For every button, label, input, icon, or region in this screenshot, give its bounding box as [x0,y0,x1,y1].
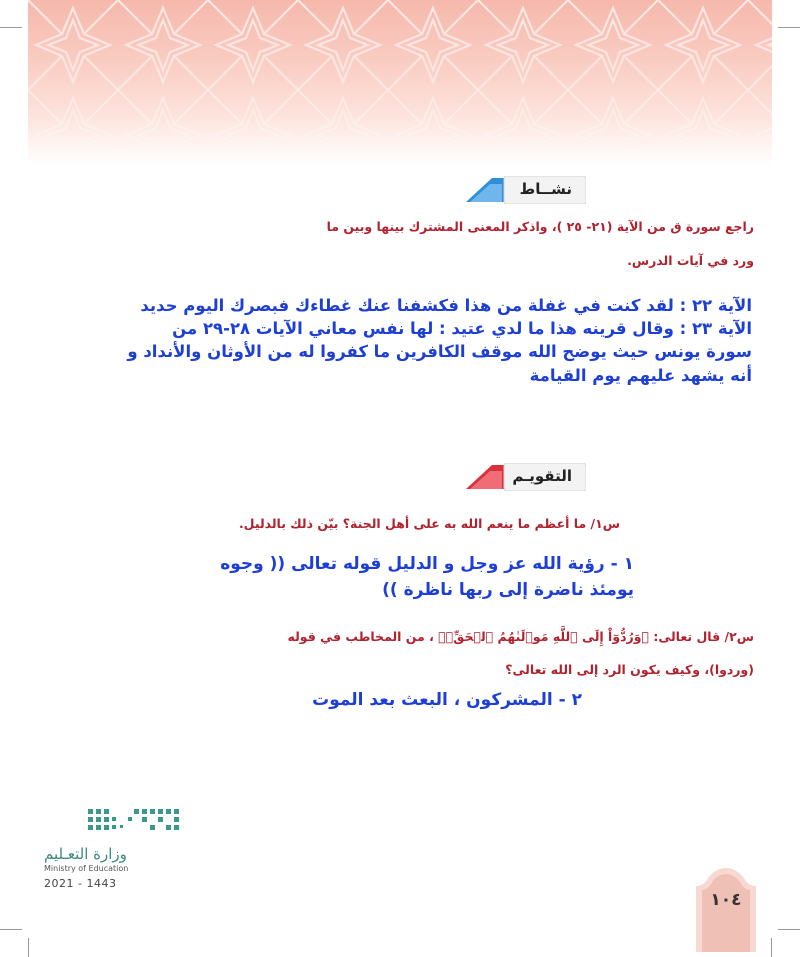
page-number-badge [696,868,756,952]
answer-2: ٢ - المشركون ، البعث بعد الموت [312,690,582,710]
crop-mark [778,929,800,930]
crop-mark [0,929,22,930]
pattern-icon [28,0,772,165]
ministry-logo-icon [44,805,204,845]
answer-1: ١ - رؤية الله عز وجل و الدليل قوله تعالى (( وجوه [220,554,634,574]
activity-prompt: ورد في آيات الدرس. [627,253,754,268]
activity-answer: أنه يشهد عليهم يوم القيامة [529,366,752,385]
ministry-name-english: Ministry of Education [44,864,129,873]
ministry-year: 2021 - 1443 [44,877,117,890]
activity-title: نشــاط [519,180,572,198]
assessment-tab [466,463,586,491]
question-1: س١/ ما أعظم ما ينعم الله به على أهل الجنة؟ بيّن ذلك بالدليل. [238,516,620,531]
page-badge-icon [696,868,756,952]
page-number: ١٠٤ [710,890,742,910]
activity-answer: الآية ٢٢ : لقد كنت في غفلة من هذا فكشفنا عنك غطاءك فبصرك اليوم حديد [140,296,752,315]
crop-mark [778,27,800,28]
ministry-name-arabic: وزارة التعـليم [44,845,127,863]
decorative-banner [28,0,772,165]
question-2: (وردوا)، وكيف يكون الرد إلى الله تعالى؟ [505,662,754,677]
activity-tab [466,176,586,204]
activity-answer: الآية ٢٣ : وقال قرينه هذا ما لدي عتيد : لها نفس معاني الآيات ٢٨-٢٩ من [172,319,752,338]
crop-mark [28,938,29,957]
crop-mark [0,27,22,28]
activity-answer: سورة يونس حيث يوضح الله موقف الكافرين ما كفروا له من الأوثان والأنداد و [127,342,752,361]
question-2: س٢/ قال تعالى: ﴿وَرُدُّوٓاْ إِلَى ٱللَّهِ مَوۡلَىٰهُمُ ٱلۡحَقِّۖ﴾ ، من المخاطب في قوله [287,629,754,644]
activity-prompt: راجع سورة ق من الآية (٢١- ٢٥ )، واذكر المعنى المشترك بينها وبين ما [326,219,754,234]
crop-mark [771,938,772,957]
answer-1: يومئذ ناضرة إلى ربها ناظرة )) [382,580,634,600]
assessment-title: التقويـم [512,467,572,485]
